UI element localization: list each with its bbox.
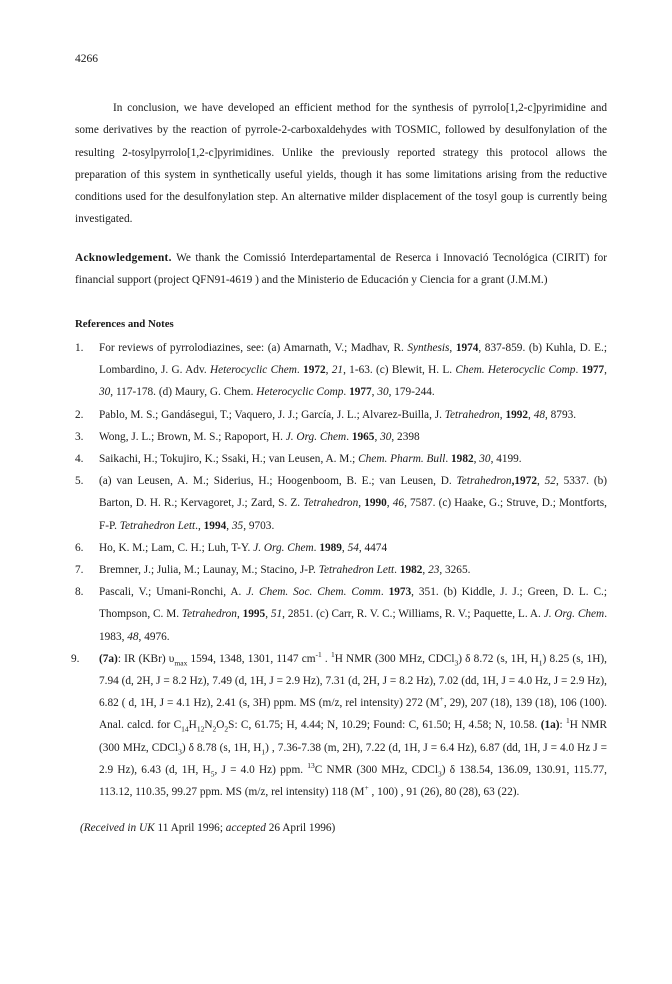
- reference-text-run: ,: [236, 608, 243, 621]
- reference-text-run: ,: [371, 386, 378, 399]
- reference-text-run: 1995: [242, 608, 266, 621]
- conclusion-paragraph: In conclusion, we have developed an efficient method for the synthesis of pyrrolo[1,2-c]pyrimidine and some derivatives by the reaction of pyrrole-2-carboxaldehydes with TOSMIC, followed by desulfonylation of the resulting 2-tosylpyrrolo[1,2-c]pyrimidines. Unlike the previously reported strategy this protocol allows the preparation of this system in synthetically useful yields, though it has some limitations arising from the reductive conditions used for the desulfonylation step. An alternative milder displacement of the tosyl goup is currently being investigated.: [75, 102, 607, 226]
- reference-text-run: ,: [604, 364, 607, 377]
- reference-text-run: ,: [422, 564, 429, 577]
- reference-text-run: J. Org. Chem: [253, 541, 314, 554]
- reference-text-run: C NMR (300 MHz, CDCl: [314, 763, 438, 776]
- reference-text-run: Chem. Heterocyclic Comp: [455, 364, 576, 377]
- reference-text-run: .: [313, 541, 320, 554]
- reference-text-run: ,: [499, 408, 506, 421]
- received-date: 11 April 1996;: [157, 822, 223, 834]
- reference-number: 9.: [71, 652, 80, 665]
- reference-text-run: ) δ 138.54, 136.09, 130.91, 115.77, 113.12, 110.35, 99.27 ppm. MS (m/z, rel intensity) 118 (M: [99, 763, 607, 799]
- reference-item: [75, 426, 607, 448]
- reference-text-run: 1994: [203, 519, 227, 532]
- reference-text-run: O: [216, 719, 225, 732]
- reference-number: 6.: [75, 541, 84, 554]
- reference-text-run: 1: [330, 650, 335, 660]
- reference-text-run: , 4199.: [490, 453, 522, 466]
- reference-text-run: , 2851. (c) Carr, R. V. C.; Williams, R. V.; Paquette, L. A.: [282, 608, 544, 621]
- reference-text-run: Tetrahedron: [303, 497, 359, 510]
- reference-text-run: .: [343, 386, 350, 399]
- reference-text-run: , 100) , 91 (26), 80 (28), 63 (22).: [368, 786, 520, 799]
- reference-text-run: Tetrahedron: [444, 408, 500, 421]
- reference-item: [75, 581, 607, 648]
- reference-text-run: 1973: [388, 586, 412, 599]
- reference-item: [75, 470, 607, 537]
- reference-text-run: Tetrahedron Lett: [318, 564, 395, 577]
- reference-text-run: ,: [528, 408, 534, 421]
- reference-text-run: 1989: [319, 541, 342, 554]
- reference-text-run: 46: [392, 497, 405, 510]
- reference-text-run: .: [575, 364, 582, 377]
- reference-text-run: J. Org. Chem: [285, 430, 347, 443]
- reference-text-run: ) δ 8.72 (s, 1H, H: [458, 652, 539, 665]
- reference-text-run: 51: [270, 608, 283, 621]
- reference-text-run: 35: [231, 519, 244, 532]
- reference-text-run: 1990: [364, 497, 387, 510]
- reference-text-run: , 9703.: [243, 519, 275, 532]
- reference-text-run: +: [439, 694, 444, 704]
- accepted-label: accepted: [225, 822, 266, 834]
- reference-item: [75, 404, 607, 426]
- reference-text-run: ,: [449, 342, 456, 354]
- reference-text-run: 3: [437, 769, 442, 779]
- reference-text-run: H: [188, 719, 197, 732]
- reference-text-run: 1982: [399, 564, 423, 577]
- reference-number: 7.: [75, 564, 84, 577]
- reference-text-run: , 351. (b) Kiddle, J. J.; Green, D. L. C.; Thompson, C. M.: [99, 586, 607, 621]
- reference-text-run: 3: [454, 658, 459, 668]
- reference-text-run: 1974: [455, 342, 479, 354]
- reference-text-run: : IR (KBr) υ: [117, 652, 175, 665]
- reference-text-run: 1982: [451, 453, 474, 466]
- reference-text-run: , 4474: [358, 541, 388, 554]
- reference-text-run: 1: [538, 658, 543, 668]
- reference-text-run: 1977: [581, 364, 605, 377]
- reference-text-run: 1972: [303, 364, 326, 377]
- reference-item: [75, 337, 607, 404]
- reference-text-run: Saikachi, H.; Tokujiro, K.; Ssaki, H.; van Leusen, A. M.;: [99, 453, 359, 466]
- reference-text-run: Pascali, V.; Umani-Ronchi, A.: [99, 586, 247, 599]
- reference-number: 2.: [75, 408, 84, 421]
- reference-text-run: ) , 7.36-7.38 (m, 2H), 7.22 (d, 1H, J = 6.4 Hz), 6.87 (dd, 1H, J = 4.0 Hz J = 2.9 Hz), 6.43 (d, 1H, H: [99, 741, 608, 776]
- reference-text-run: .: [394, 564, 400, 577]
- reference-number: 1.: [75, 342, 84, 354]
- reference-text-run: Heterocyclic Chem: [209, 364, 297, 377]
- reference-item: [71, 648, 608, 803]
- reference-text-run: .: [380, 586, 389, 599]
- reference-text-run: 30: [377, 386, 389, 399]
- reference-text-run: .,: [195, 519, 204, 532]
- reference-text-run: (1a): [540, 719, 560, 732]
- reference-text-run: 14: [181, 724, 189, 734]
- reference-text-run: 21: [331, 364, 344, 377]
- reference-text-run: Tetrahedron Lett: [119, 519, 196, 532]
- reference-text-run: , 8793.: [545, 408, 577, 421]
- reference-text-run: 3: [178, 746, 182, 756]
- reference-number: 5.: [75, 475, 84, 488]
- reference-item: [75, 537, 607, 559]
- reference-text-run: 1: [261, 746, 266, 756]
- acknowledgement-text: We thank the Comissió Interdepartamental de Reserca i Innovació Tecnológica (CIRIT) for financial support (project QFN91-4619 ) and the Ministerio de Educación y Ciencia for a grant (J.M.M.): [75, 252, 608, 286]
- reference-text-run: , 2398: [391, 430, 420, 443]
- acknowledgement-label: Acknowledgement.: [75, 252, 172, 264]
- reference-text-run: J. Chem. Soc. Chem. Comm: [246, 586, 381, 599]
- reference-text-run: ,: [386, 497, 393, 510]
- reference-text-run: Heterocyclic Comp: [256, 386, 344, 399]
- reference-text-run: ) 8.25 (s, 1H), 7.94 (d, 2H, J = 8.2 Hz), 7.49 (d, 1H, J = 2.9 Hz), 7.31 (d, 2H, J = 8.2 Hz), 7.02 (dd, 1H, J = 4.0 Hz, J = 2.9 Hz), 6.82 ( d, 1H, J = 4.1 Hz), 2.41 (s, 3H) ppm. MS (m/z, rel intensity) 272 (M: [99, 652, 607, 710]
- reference-text-run: ,: [537, 475, 545, 488]
- accepted-date: 26 April 1996): [268, 822, 336, 834]
- reference-text-run: max: [174, 658, 188, 668]
- reference-text-run: 2: [212, 724, 217, 734]
- reference-text-run: 1992: [505, 408, 529, 421]
- reference-item: [75, 448, 607, 470]
- reference-text-run: Chem. Pharm. Bull: [358, 453, 446, 466]
- reference-text-run: For reviews of pyrrolodiazines, see: (a) Amarnath, V.; Madhav, R.: [99, 342, 408, 354]
- reference-text-run: N: [204, 719, 213, 732]
- reference-text-run: ,: [473, 453, 480, 466]
- reference-text-run: 23: [428, 564, 440, 577]
- reference-text-run: Tetrahedron: [181, 608, 237, 621]
- reference-text-run: 52: [544, 475, 556, 488]
- reference-text-run: -1: [315, 650, 322, 660]
- reference-text-run: 13: [307, 761, 315, 771]
- reference-item: [75, 559, 607, 581]
- reference-text-run: , 117-178. (d) Maury, G. Chem.: [110, 386, 257, 399]
- reference-text-run: ,: [226, 519, 232, 532]
- reference-text-run: , 29), 207 (18), 139 (18), 106 (100). Anal. calcd. for C: [99, 697, 607, 732]
- reference-text-run: 1977: [349, 386, 372, 399]
- reference-text-run: 30: [380, 430, 392, 443]
- reference-text-run: 48: [127, 630, 139, 643]
- reference-text-run: 5: [210, 769, 215, 779]
- reference-text-run: :: [559, 719, 566, 732]
- reference-text-run: 30: [479, 453, 491, 466]
- reference-number: 4.: [75, 453, 84, 466]
- reference-text-run: 1594, 1348, 1301, 1147 cm: [187, 652, 316, 665]
- reference-text-run: Pablo, M. S.; Gandásegui, T.; Vaquero, J. J.; García, J. L.; Alvarez-Builla, J.: [99, 408, 445, 421]
- reference-text-run: , J = 4.0 Hz) ppm.: [214, 763, 308, 776]
- references-list: [71, 337, 608, 803]
- received-line: [80, 822, 335, 834]
- reference-text-run: 54: [347, 541, 359, 554]
- reference-text-run: ) δ 8.78 (s, 1H, H: [181, 741, 262, 754]
- reference-text-run: .: [445, 453, 452, 466]
- reference-text-run: ,: [341, 541, 348, 554]
- reference-text-run: 30: [99, 386, 111, 399]
- reference-text-run: H NMR (300 MHz, CDCl: [334, 652, 455, 665]
- reference-text-run: ,: [374, 430, 381, 443]
- reference-text-run: , 837-859. (b) Kuhla, D. E.; Lombardino, J. G. Adv.: [99, 342, 607, 377]
- reference-text-run: (a) van Leusen, A. M.; Siderius, H.; Hoogenboom, B. E.; van Leusen, D.: [99, 475, 457, 488]
- reference-text-run: S: C, 61.75; H, 4.44; N, 10.29; Found: C, 61.50; H, 4.58; N, 10.58.: [228, 719, 541, 732]
- reference-text-run: Tetrahedron: [456, 475, 512, 488]
- reference-text-run: , 5337. (b) Barton, D. H. R.; Kervagoret, J.; Zard, S. Z.: [99, 475, 607, 510]
- reference-text-run: Wong, J. L.; Brown, M. S.; Rapoport, H.: [99, 430, 286, 443]
- reference-text-run: 48: [533, 408, 545, 421]
- reference-text-run: .: [321, 652, 331, 665]
- reference-text-run: ,1972: [511, 475, 537, 488]
- reference-text-run: 1: [566, 716, 570, 726]
- reference-text-run: 12: [196, 724, 205, 734]
- reference-text-run: , 179-244.: [388, 386, 435, 399]
- reference-text-run: . 1983,: [99, 608, 608, 643]
- acknowledgement-paragraph: [75, 247, 607, 291]
- reference-number: 8.: [75, 586, 84, 599]
- reference-text-run: (7a): [99, 652, 118, 665]
- reference-number: 3.: [75, 430, 84, 443]
- reference-text-run: , 7587. (c) Haake, G.; Struve, D.; Montforts, F-P.: [99, 497, 608, 532]
- reference-text-run: ,: [358, 497, 365, 510]
- reference-text-run: , 1-63. (c) Blewit, H. L.: [343, 364, 456, 377]
- reference-text-run: 2: [224, 724, 229, 734]
- reference-text-run: +: [364, 783, 369, 793]
- reference-text-run: 1965: [351, 430, 375, 443]
- received-label: (Received in UK: [80, 822, 155, 834]
- reference-text-run: , 3265.: [439, 564, 471, 577]
- reference-text-run: H NMR (300 MHz, CDCl: [99, 719, 607, 754]
- references-heading: References and Notes: [75, 318, 174, 330]
- reference-text-run: J. Org. Chem: [543, 608, 605, 621]
- reference-text-run: Synthesis: [407, 342, 450, 354]
- reference-text-run: .: [346, 430, 352, 443]
- page-number: 4266: [75, 53, 98, 65]
- reference-text-run: .: [296, 364, 304, 377]
- reference-text-run: , 4976.: [138, 630, 170, 643]
- reference-text-run: ,: [265, 608, 271, 621]
- reference-text-run: ,: [325, 364, 332, 377]
- reference-text-run: Bremner, J.; Julia, M.; Launay, M.; Stacino, J-P.: [99, 564, 319, 577]
- reference-text-run: Ho, K. M.; Lam, C. H.; Luh, T-Y.: [99, 541, 254, 554]
